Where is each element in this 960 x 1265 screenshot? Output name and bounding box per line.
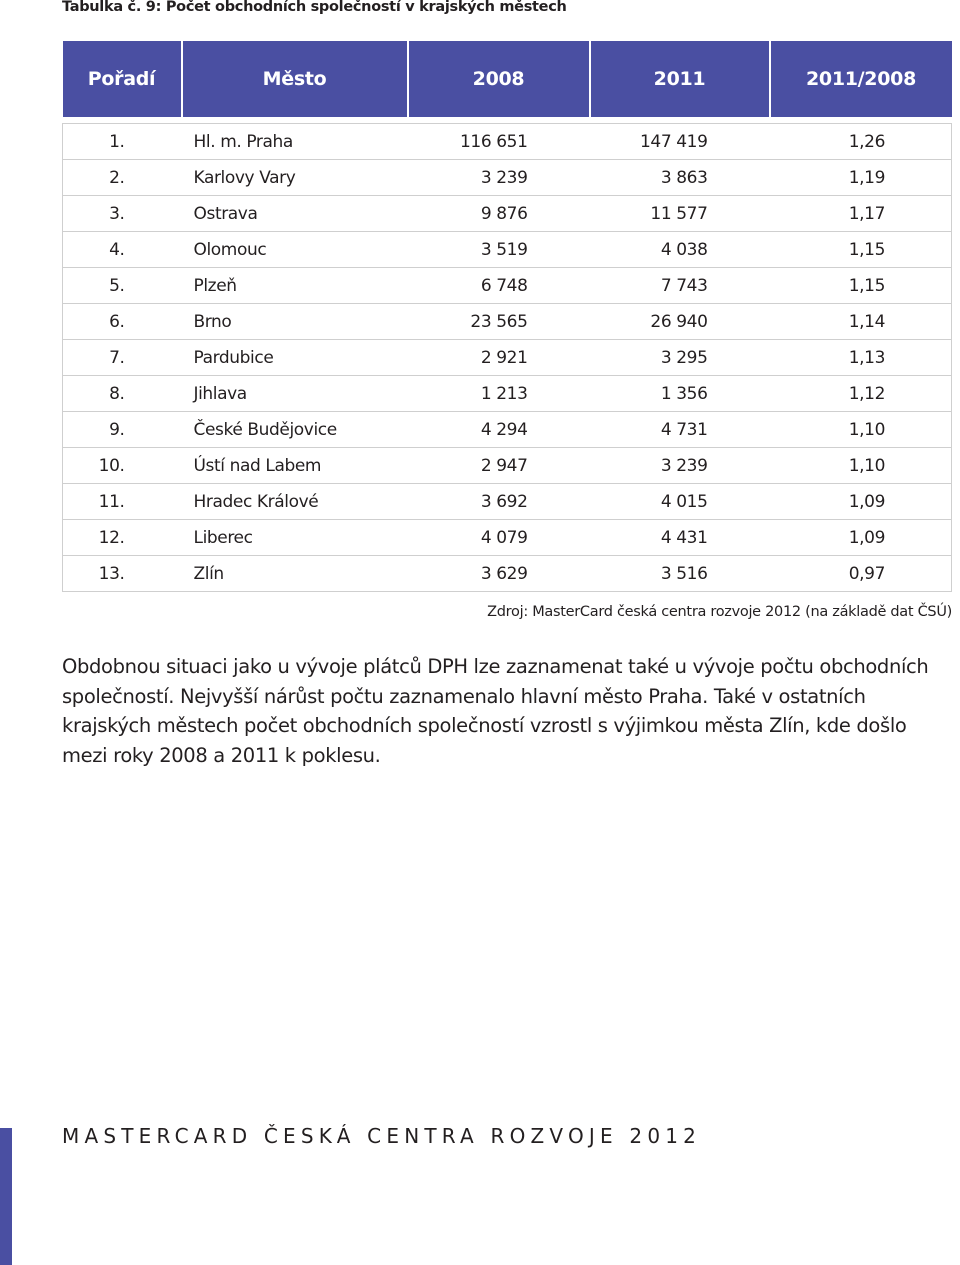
cell-2011: 26 940	[590, 304, 770, 340]
cell-rank: 10.	[63, 448, 182, 484]
table-row	[63, 520, 952, 556]
table-row	[63, 556, 952, 592]
cell-ratio: 1,14	[770, 304, 952, 340]
column-header-2011: 2011	[590, 41, 770, 117]
cell-2008: 116 651	[408, 124, 590, 160]
cell-ratio: 1,13	[770, 340, 952, 376]
cell-2008: 2 921	[408, 340, 590, 376]
table-row	[63, 376, 952, 412]
cell-2011: 11 577	[590, 196, 770, 232]
cell-2008: 6 748	[408, 268, 590, 304]
cell-city: Olomouc	[182, 232, 408, 268]
table-row	[63, 268, 952, 304]
cell-ratio: 1,12	[770, 376, 952, 412]
cell-2008: 4 294	[408, 412, 590, 448]
table-row	[63, 484, 952, 520]
cell-city: Plzeň	[182, 268, 408, 304]
cell-rank: 5.	[63, 268, 182, 304]
column-header-ratio: 2011/2008	[770, 41, 952, 117]
cell-city: České Budějovice	[182, 412, 408, 448]
cell-rank: 7.	[63, 340, 182, 376]
table-row	[63, 232, 952, 268]
cell-city: Brno	[182, 304, 408, 340]
cell-ratio: 1,15	[770, 232, 952, 268]
cell-2008: 9 876	[408, 196, 590, 232]
cell-city: Hl. m. Praha	[182, 124, 408, 160]
cell-2011: 3 516	[590, 556, 770, 592]
cell-2008: 1 213	[408, 376, 590, 412]
table-row	[63, 340, 952, 376]
cell-city: Hradec Králové	[182, 484, 408, 520]
cell-2011: 4 731	[590, 412, 770, 448]
cell-2011: 3 863	[590, 160, 770, 196]
cell-2011: 3 295	[590, 340, 770, 376]
footer-accent-bar	[0, 1128, 12, 1265]
cell-ratio: 1,15	[770, 268, 952, 304]
cell-ratio: 1,09	[770, 484, 952, 520]
cell-2011: 3 239	[590, 448, 770, 484]
cell-rank: 9.	[63, 412, 182, 448]
table-row	[63, 412, 952, 448]
cell-2008: 3 692	[408, 484, 590, 520]
cell-rank: 1.	[63, 124, 182, 160]
table-header	[63, 41, 952, 117]
cell-2008: 23 565	[408, 304, 590, 340]
source-note: Zdroj: MasterCard česká centra rozvoje 2012 (na základě dat ČSÚ)	[487, 604, 952, 620]
cell-rank: 6.	[63, 304, 182, 340]
cell-ratio: 1,17	[770, 196, 952, 232]
cell-rank: 13.	[63, 556, 182, 592]
table-row	[63, 304, 952, 340]
cell-city: Ostrava	[182, 196, 408, 232]
cell-city: Ústí nad Labem	[182, 448, 408, 484]
cell-2011: 147 419	[590, 124, 770, 160]
cell-city: Liberec	[182, 520, 408, 556]
cell-city: Pardubice	[182, 340, 408, 376]
body-paragraph: Obdobnou situaci jako u vývoje plátců DPH lze zaznamenat také u vývoje počtu obchodních společností. Nejvyšší nárůst počtu zaznamenalo hlavní město Praha. Také v ostatních krajských městech počet obchodních společností vzrostl s výjimkou města Zlín, kde došlo mezi roky 2008 a 2011 k poklesu.	[62, 655, 929, 767]
footer-title: MASTERCARD ČESKÁ CENTRA ROZVOJE 2012	[62, 1124, 702, 1148]
table-caption: Tabulka č. 9: Počet obchodních společností v krajských městech	[62, 0, 567, 15]
cell-2008: 3 629	[408, 556, 590, 592]
cell-ratio: 1,10	[770, 412, 952, 448]
cell-rank: 8.	[63, 376, 182, 412]
cell-2011: 4 431	[590, 520, 770, 556]
cell-ratio: 1,19	[770, 160, 952, 196]
column-header-2008: 2008	[408, 41, 590, 117]
table-row	[63, 124, 952, 160]
data-table	[62, 41, 952, 592]
cell-2011: 1 356	[590, 376, 770, 412]
cell-2011: 4 015	[590, 484, 770, 520]
cell-2008: 2 947	[408, 448, 590, 484]
table-body	[63, 117, 952, 592]
cell-2008: 4 079	[408, 520, 590, 556]
cell-rank: 3.	[63, 196, 182, 232]
table-row	[63, 448, 952, 484]
cell-city: Jihlava	[182, 376, 408, 412]
cell-rank: 11.	[63, 484, 182, 520]
column-header-rank: Pořadí	[63, 41, 182, 117]
cell-ratio: 1,09	[770, 520, 952, 556]
cell-ratio: 1,26	[770, 124, 952, 160]
cell-rank: 2.	[63, 160, 182, 196]
cell-ratio: 1,10	[770, 448, 952, 484]
cell-2008: 3 519	[408, 232, 590, 268]
cell-ratio: 0,97	[770, 556, 952, 592]
cell-rank: 4.	[63, 232, 182, 268]
table-row	[63, 160, 952, 196]
cell-city: Zlín	[182, 556, 408, 592]
table-row	[63, 196, 952, 232]
header-row	[63, 41, 952, 117]
cell-2008: 3 239	[408, 160, 590, 196]
cell-rank: 12.	[63, 520, 182, 556]
cell-2011: 7 743	[590, 268, 770, 304]
cell-2011: 4 038	[590, 232, 770, 268]
cell-city: Karlovy Vary	[182, 160, 408, 196]
column-header-city: Město	[182, 41, 408, 117]
